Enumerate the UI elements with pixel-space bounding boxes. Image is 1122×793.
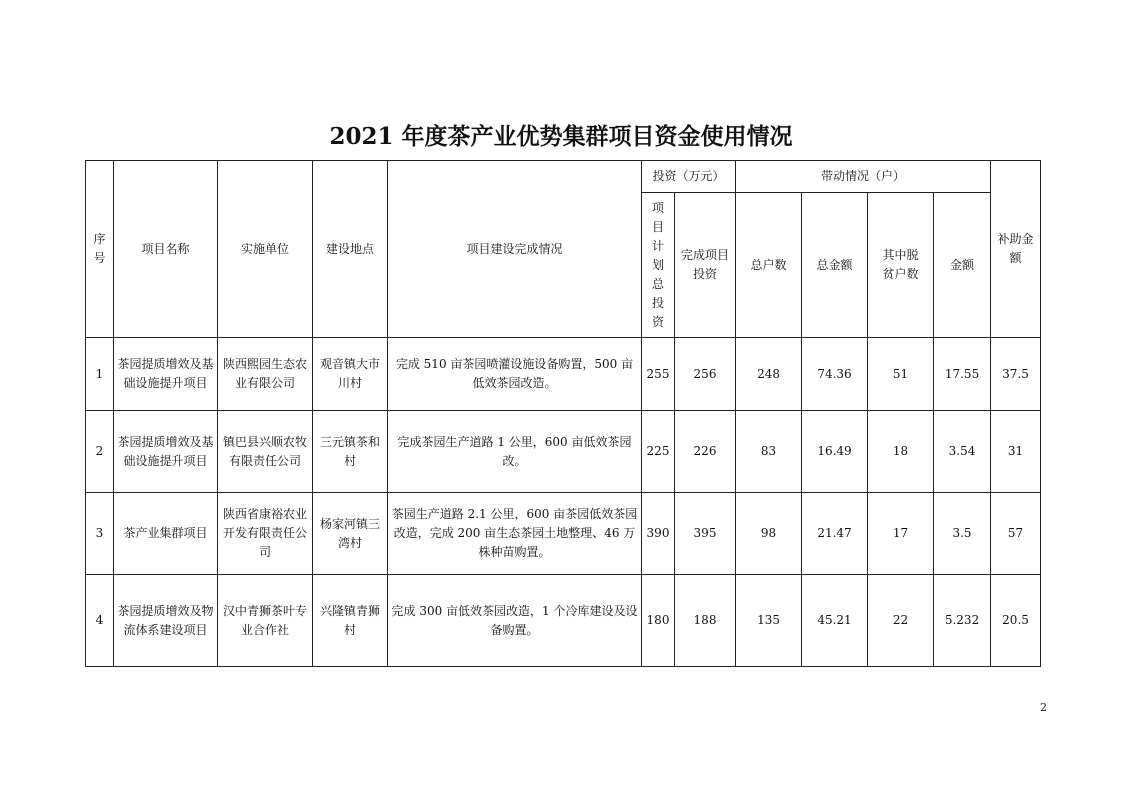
cell-planned-total: 390: [642, 493, 675, 575]
cell-subsidy: 57: [991, 493, 1041, 575]
cell-amount: 3.5: [934, 493, 991, 575]
header-completion: 项目建设完成情况: [388, 161, 642, 338]
cell-completion: 完成 510 亩茶园喷灌设施设备购置，500 亩低效茶园改造。: [388, 338, 642, 411]
cell-subsidy: 37.5: [991, 338, 1041, 411]
header-completed-invest: 完成项目投资: [675, 193, 736, 338]
header-total-households: 总户数: [736, 193, 802, 338]
cell-completed-invest: 226: [675, 411, 736, 493]
header-seq: 序号: [86, 161, 114, 338]
cell-seq: 3: [86, 493, 114, 575]
cell-poverty-households: 18: [868, 411, 934, 493]
header-poverty-households: 其中脱贫户数: [868, 193, 934, 338]
cell-seq: 2: [86, 411, 114, 493]
cell-completed-invest: 395: [675, 493, 736, 575]
cell-completion: 完成茶园生产道路 1 公里，600 亩低效茶园改。: [388, 411, 642, 493]
cell-completion: 茶园生产道路 2.1 公里，600 亩茶园低效茶园改造，完成 200 亩生态茶园土地整理、46 万株种苗购置。: [388, 493, 642, 575]
header-driving-group: 带动情况（户）: [736, 161, 991, 193]
table-row: [86, 493, 1041, 575]
funding-table: [85, 160, 1041, 667]
header-total-amount: 总金额: [802, 193, 868, 338]
table-row: [86, 575, 1041, 667]
cell-subsidy: 31: [991, 411, 1041, 493]
cell-location: 三元镇茶和村: [313, 411, 388, 493]
cell-location: 兴隆镇青狮村: [313, 575, 388, 667]
cell-unit: 镇巴县兴顺农牧有限责任公司: [218, 411, 313, 493]
cell-project-name: 茶园提质增效及基础设施提升项目: [114, 338, 218, 411]
cell-location: 观音镇大市川村: [313, 338, 388, 411]
cell-total-households: 248: [736, 338, 802, 411]
cell-completed-invest: 188: [675, 575, 736, 667]
page-number: 2: [1040, 701, 1047, 714]
cell-poverty-households: 17: [868, 493, 934, 575]
header-planned-total: 项目计划总投资: [642, 193, 675, 338]
header-subsidy: 补助金额: [991, 161, 1041, 338]
cell-total-households: 83: [736, 411, 802, 493]
cell-project-name: 茶园提质增效及物流体系建设项目: [114, 575, 218, 667]
cell-project-name: 茶园提质增效及基础设施提升项目: [114, 411, 218, 493]
cell-poverty-households: 51: [868, 338, 934, 411]
cell-unit: 陕西省康裕农业开发有限责任公司: [218, 493, 313, 575]
cell-planned-total: 180: [642, 575, 675, 667]
table-row: [86, 411, 1041, 493]
cell-amount: 17.55: [934, 338, 991, 411]
cell-amount: 3.54: [934, 411, 991, 493]
cell-subsidy: 20.5: [991, 575, 1041, 667]
header-location: 建设地点: [313, 161, 388, 338]
header-row-1: [86, 161, 1041, 193]
cell-project-name: 茶产业集群项目: [114, 493, 218, 575]
cell-amount: 5.232: [934, 575, 991, 667]
cell-seq: 1: [86, 338, 114, 411]
table-row: [86, 338, 1041, 411]
cell-unit: 汉中青狮茶叶专业合作社: [218, 575, 313, 667]
cell-total-households: 98: [736, 493, 802, 575]
header-project-name: 项目名称: [114, 161, 218, 338]
cell-total-amount: 21.47: [802, 493, 868, 575]
cell-planned-total: 255: [642, 338, 675, 411]
cell-total-amount: 16.49: [802, 411, 868, 493]
cell-planned-total: 225: [642, 411, 675, 493]
cell-total-amount: 74.36: [802, 338, 868, 411]
header-amount: 金额: [934, 193, 991, 338]
header-investment-group: 投资（万元）: [642, 161, 736, 193]
page-title: 2021 年度茶产业优势集群项目资金使用情况: [329, 123, 793, 150]
cell-completion: 完成 300 亩低效茶园改造，1 个冷库建设及设备购置。: [388, 575, 642, 667]
header-unit: 实施单位: [218, 161, 313, 338]
cell-poverty-households: 22: [868, 575, 934, 667]
cell-unit: 陕西熙园生态农业有限公司: [218, 338, 313, 411]
cell-seq: 4: [86, 575, 114, 667]
cell-completed-invest: 256: [675, 338, 736, 411]
cell-total-households: 135: [736, 575, 802, 667]
cell-total-amount: 45.21: [802, 575, 868, 667]
cell-location: 杨家河镇三湾村: [313, 493, 388, 575]
